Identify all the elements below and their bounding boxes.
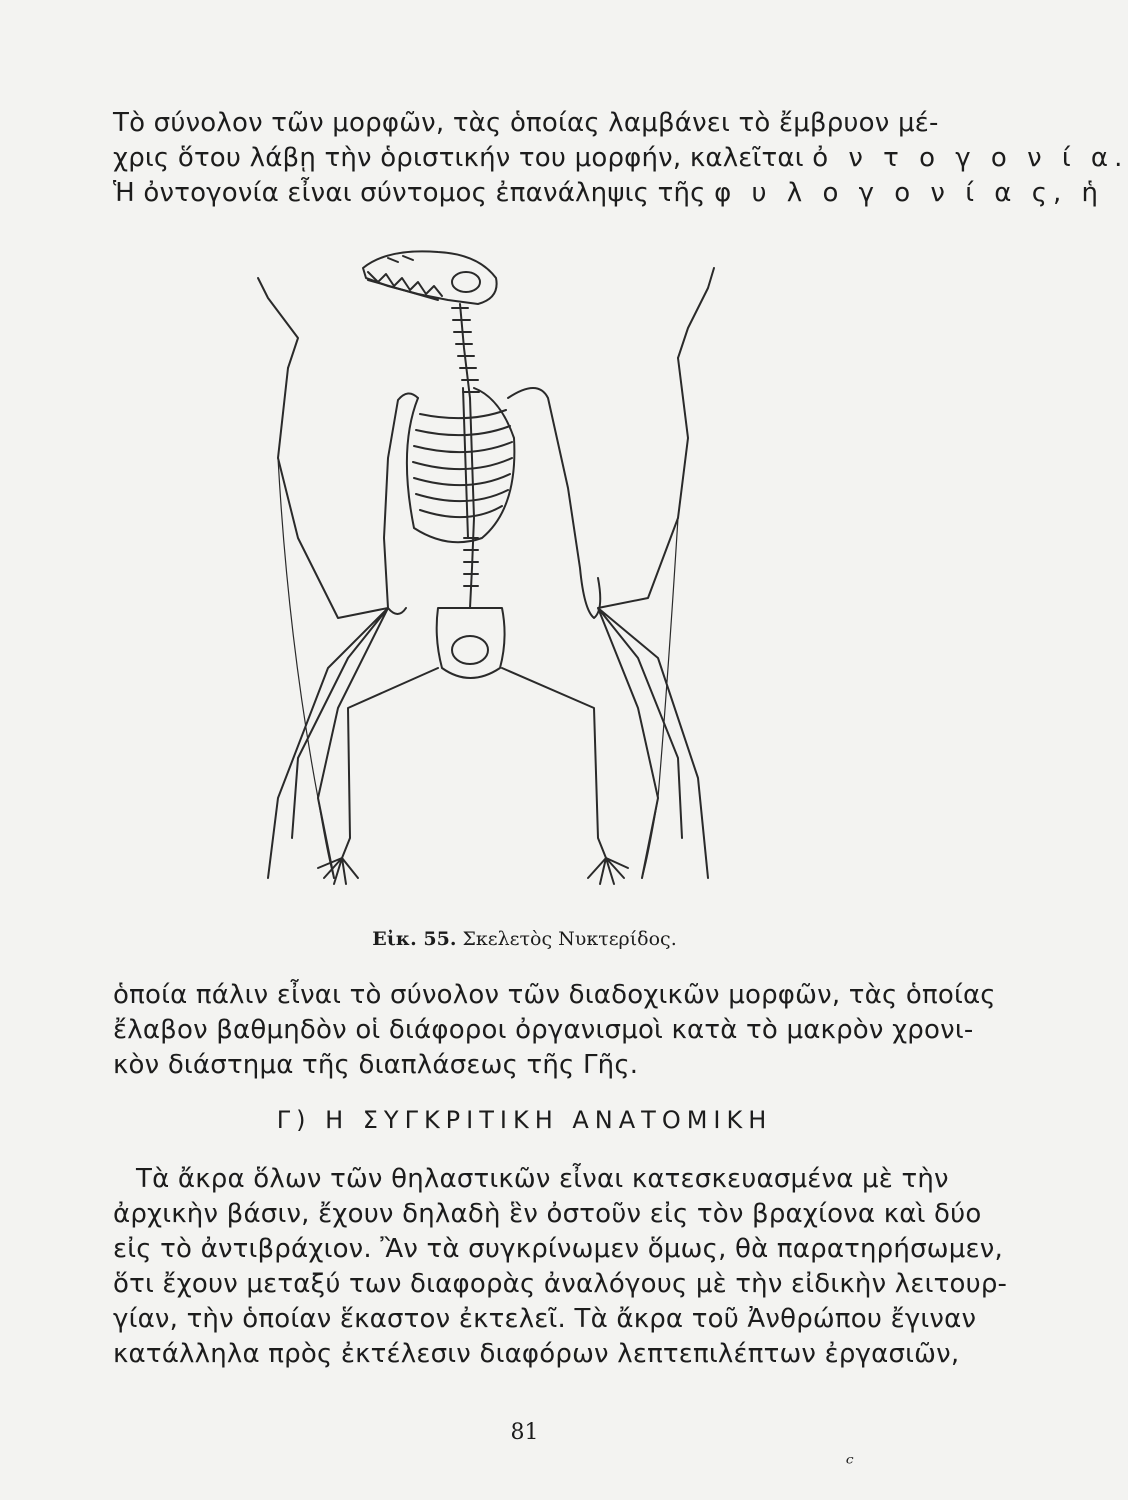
text-line: ὅτι ἔχουν μεταξύ των διαφορὰς ἀναλόγους μὲ τὴν εἰδικὴν λειτουρ- (113, 1269, 1008, 1299)
text-line: ὁποία πάλιν εἶναι τὸ σύνολον τῶν διαδοχικῶν μορφῶν, τὰς ὁποίας (113, 980, 996, 1010)
text-line: Τὰ ἄκρα ὅλων τῶν θηλαστικῶν εἶναι κατεσκευασμένα μὲ τὴν (136, 1164, 949, 1194)
figure-caption (0, 928, 1049, 950)
page-number: 81 (510, 1420, 539, 1445)
term-ontogony: ὀ ν τ ο γ ο ν ί α. (812, 143, 1128, 173)
text-line: ἀρχικὴν βάσιν, ἔχουν δηλαδὴ ἓν ὀστοῦν εἰς τὸν βραχίονα καὶ δύο (113, 1199, 982, 1229)
text-line: γίαν, τὴν ὁποίαν ἕκαστον ἐκτελεῖ. Τὰ ἄκρα τοῦ Ἀνθρώπου ἔγιναν (113, 1304, 977, 1334)
margin-mark: ᶜ (846, 1452, 854, 1477)
text-span: Ἡ ὀντογονία εἶναι σύντομος ἐπανάληψις τῆς (113, 178, 706, 208)
wing-membrane-drawing (278, 458, 678, 878)
text-line: ἔλαβον βαθμηδὸν οἱ διάφοροι ὀργανισμοὶ κατὰ τὸ μακρὸν χρονι- (113, 1015, 974, 1045)
term-phylogony: φ υ λ ο γ ο ν ί α ς, ἡ (714, 178, 1104, 208)
figure-label: Εἰκ. 55. (372, 928, 457, 950)
ribcage-drawing (407, 388, 515, 542)
text-line (113, 141, 1128, 175)
section-heading: Γ) Η ΣΥΓΚΡΙΤΙΚΗ ΑΝΑΤΟΜΙΚΗ (276, 1106, 773, 1134)
skull-drawing (363, 251, 497, 304)
arms-drawing (258, 268, 714, 878)
text-line: κατάλληλα πρὸς ἐκτέλεσιν διαφόρων λεπτεπιλέπτων ἐργασιῶν, (113, 1339, 960, 1369)
text-line (113, 176, 1104, 210)
text-span: χρις ὅτου λάβῃ τὴν ὁριστικήν του μορφήν, καλεῖται (113, 143, 804, 173)
figure-title: Σκελετὸς Νυκτερίδος. (462, 928, 677, 950)
text-line: Τὸ σύνολον τῶν μορφῶν, τὰς ὁποίας λαμβάνει τὸ ἔμβρυον μέ- (113, 108, 939, 138)
text-line: κὸν διάστημα τῆς διαπλάσεως τῆς Γῆς. (113, 1050, 639, 1080)
bat-skeleton-figure (238, 238, 718, 918)
pelvis-legs-drawing (318, 608, 628, 884)
text-line: εἰς τὸ ἀντιβράχιον. Ἂν τὰ συγκρίνωμεν ὅμως, θὰ παρατηρήσωμεν, (113, 1234, 1003, 1264)
